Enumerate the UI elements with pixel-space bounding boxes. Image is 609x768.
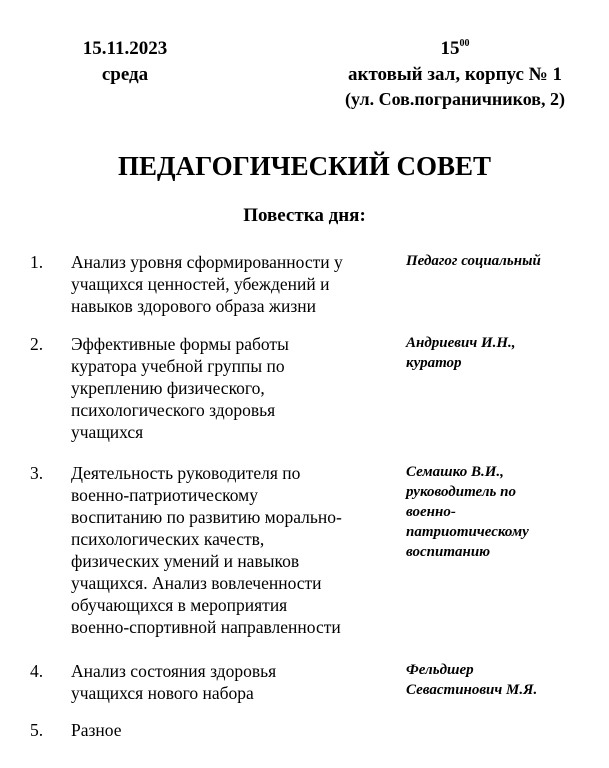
agenda-item-responsible-line: патриотическому <box>406 524 529 540</box>
agenda-item-responsible-line: Андриевич И.Н., <box>406 335 516 351</box>
agenda-item-responsible-line: Севастинович М.Я. <box>406 682 538 698</box>
agenda-item-responsible-line: куратор <box>406 355 462 371</box>
agenda-item-text-line: военно-спортивной направленности <box>71 617 341 637</box>
agenda-item-text-line: психологического здоровья <box>71 400 276 420</box>
agenda-item-text-line: воспитанию по развитию морально- <box>71 507 342 527</box>
agenda-item-responsible-line: Педагог социальный <box>406 253 541 269</box>
agenda-item-text <box>71 660 391 704</box>
agenda-item-text-line: учащихся нового набора <box>71 683 254 703</box>
agenda-item-text-line: навыков здорового образа жизни <box>71 296 316 316</box>
meeting-date: 15.11.2023 <box>82 38 168 59</box>
meeting-time-hours: 15 <box>440 38 460 59</box>
agenda-item-text-line: физических умений и навыков <box>71 551 300 571</box>
agenda-item-text-line: Разное <box>71 720 122 740</box>
agenda-item-number: 2. <box>30 334 44 354</box>
agenda-item-text-line: учащихся ценностей, убеждений и <box>71 274 330 294</box>
meeting-weekday: среда <box>101 64 149 85</box>
agenda-item-text-line: психологических качеств, <box>71 529 265 549</box>
agenda-item-responsible <box>406 333 596 373</box>
agenda-item-text-line: Анализ уровня сформированности у <box>71 252 343 272</box>
agenda-item-text-line: учащихся <box>71 422 144 442</box>
agenda-item-responsible-line: руководитель по <box>406 484 516 500</box>
agenda-item-text <box>71 333 391 443</box>
page-title: ПЕДАГОГИЧЕСКИЙ СОВЕТ <box>118 151 491 181</box>
agenda-item-responsible-line: Семашко В.И., <box>406 464 504 480</box>
agenda-item-number: 5. <box>30 720 44 740</box>
agenda-heading: Повестка дня: <box>243 205 366 226</box>
agenda-item-number: 3. <box>30 463 44 483</box>
agenda-item-text-line: Анализ состояния здоровья <box>71 661 277 681</box>
agenda-item-responsible-line: военно- <box>406 504 456 520</box>
agenda-item-responsible <box>406 660 596 700</box>
meeting-address: (ул. Сов.пограничников, 2) <box>344 89 565 109</box>
agenda-item-text-line: куратора учебной группы по <box>71 356 285 376</box>
meeting-time <box>320 36 590 62</box>
agenda-item-responsible <box>406 462 596 562</box>
agenda-item-responsible-line: воспитанию <box>406 544 491 560</box>
agenda-item-text <box>71 719 391 741</box>
agenda-item-number: 1. <box>30 252 44 272</box>
meeting-time-minutes: 00 <box>459 38 470 49</box>
agenda-item-responsible-line: Фельдшер <box>406 662 474 678</box>
agenda-item-text <box>71 251 391 317</box>
agenda-item-text-line: укреплению физического, <box>71 378 265 398</box>
meeting-place: актовый зал, корпус № 1 <box>348 64 562 85</box>
meeting-date-block <box>60 36 190 88</box>
agenda-item-text-line: военно-патриотическому <box>71 485 258 505</box>
agenda-item-responsible <box>406 251 596 271</box>
agenda-item-text-line: обучающихся в мероприятия <box>71 595 288 615</box>
agenda-item-text-line: Эффективные формы работы <box>71 334 289 354</box>
agenda-item-text <box>71 462 391 638</box>
agenda-item-text-line: Деятельность руководителя по <box>71 463 301 483</box>
agenda-item-text-line: учащихся. Анализ вовлеченности <box>71 573 322 593</box>
agenda-item-number: 4. <box>30 661 44 681</box>
meeting-place-block <box>320 36 590 110</box>
